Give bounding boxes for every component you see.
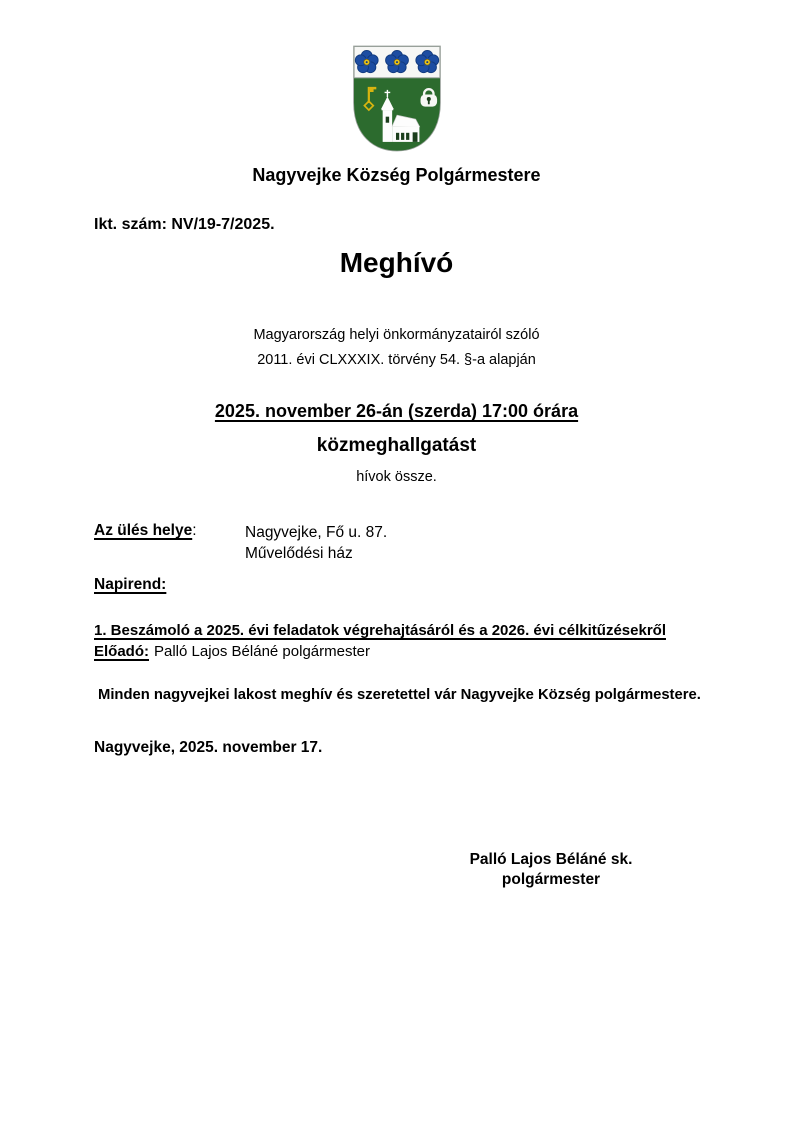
dateline: Nagyvejke, 2025. november 17. <box>94 739 323 756</box>
venue-row <box>94 522 197 540</box>
presenter-row <box>94 641 713 662</box>
venue-label: Az ülés helye <box>94 522 193 539</box>
agenda-label: Napirend: <box>94 576 167 593</box>
presenter-name: Palló Lajos Béláné polgármester <box>154 643 370 660</box>
agenda-item: 1. Beszámoló a 2025. évi feladatok végrehajtásáról és a 2026. évi célkitűzésekről <box>94 622 666 639</box>
document-title: Meghívó <box>339 247 454 278</box>
signature-title: polgármester <box>501 871 601 888</box>
venue-colon: : <box>192 522 197 539</box>
venue-building: Művelődési ház <box>245 545 353 562</box>
reference-number: Ikt. szám: NV/19-7/2025. <box>94 216 275 233</box>
legal-basis-line2: 2011. évi CLXXXIX. törvény 54. §-a alapján <box>257 352 536 368</box>
signature-block <box>455 850 647 890</box>
venue-value <box>245 522 387 564</box>
flax-flowers-icon <box>355 50 438 72</box>
signature-name: Palló Lajos Béláné sk. <box>469 851 633 868</box>
coat-of-arms-graphic <box>352 45 442 152</box>
presenter-label: Előadó: <box>94 643 149 660</box>
org-title: Nagyvejke Község Polgármestere <box>252 165 541 185</box>
coat-of-arms <box>352 45 442 152</box>
agenda-list <box>94 620 713 662</box>
venue-address: Nagyvejke, Fő u. 87. <box>245 524 388 541</box>
legal-basis-line1: Magyarország helyi önkormányzatairól szóló <box>253 327 540 343</box>
invitation-text: Minden nagyvejkei lakost meghív és szeretettel vár Nagyvejke Község polgármestere. <box>98 687 701 703</box>
convene-text: hívok össze. <box>356 469 437 485</box>
meeting-type: közmeghallgatást <box>316 435 477 456</box>
meeting-datetime: 2025. november 26-án (szerda) 17:00 órára <box>214 401 579 421</box>
